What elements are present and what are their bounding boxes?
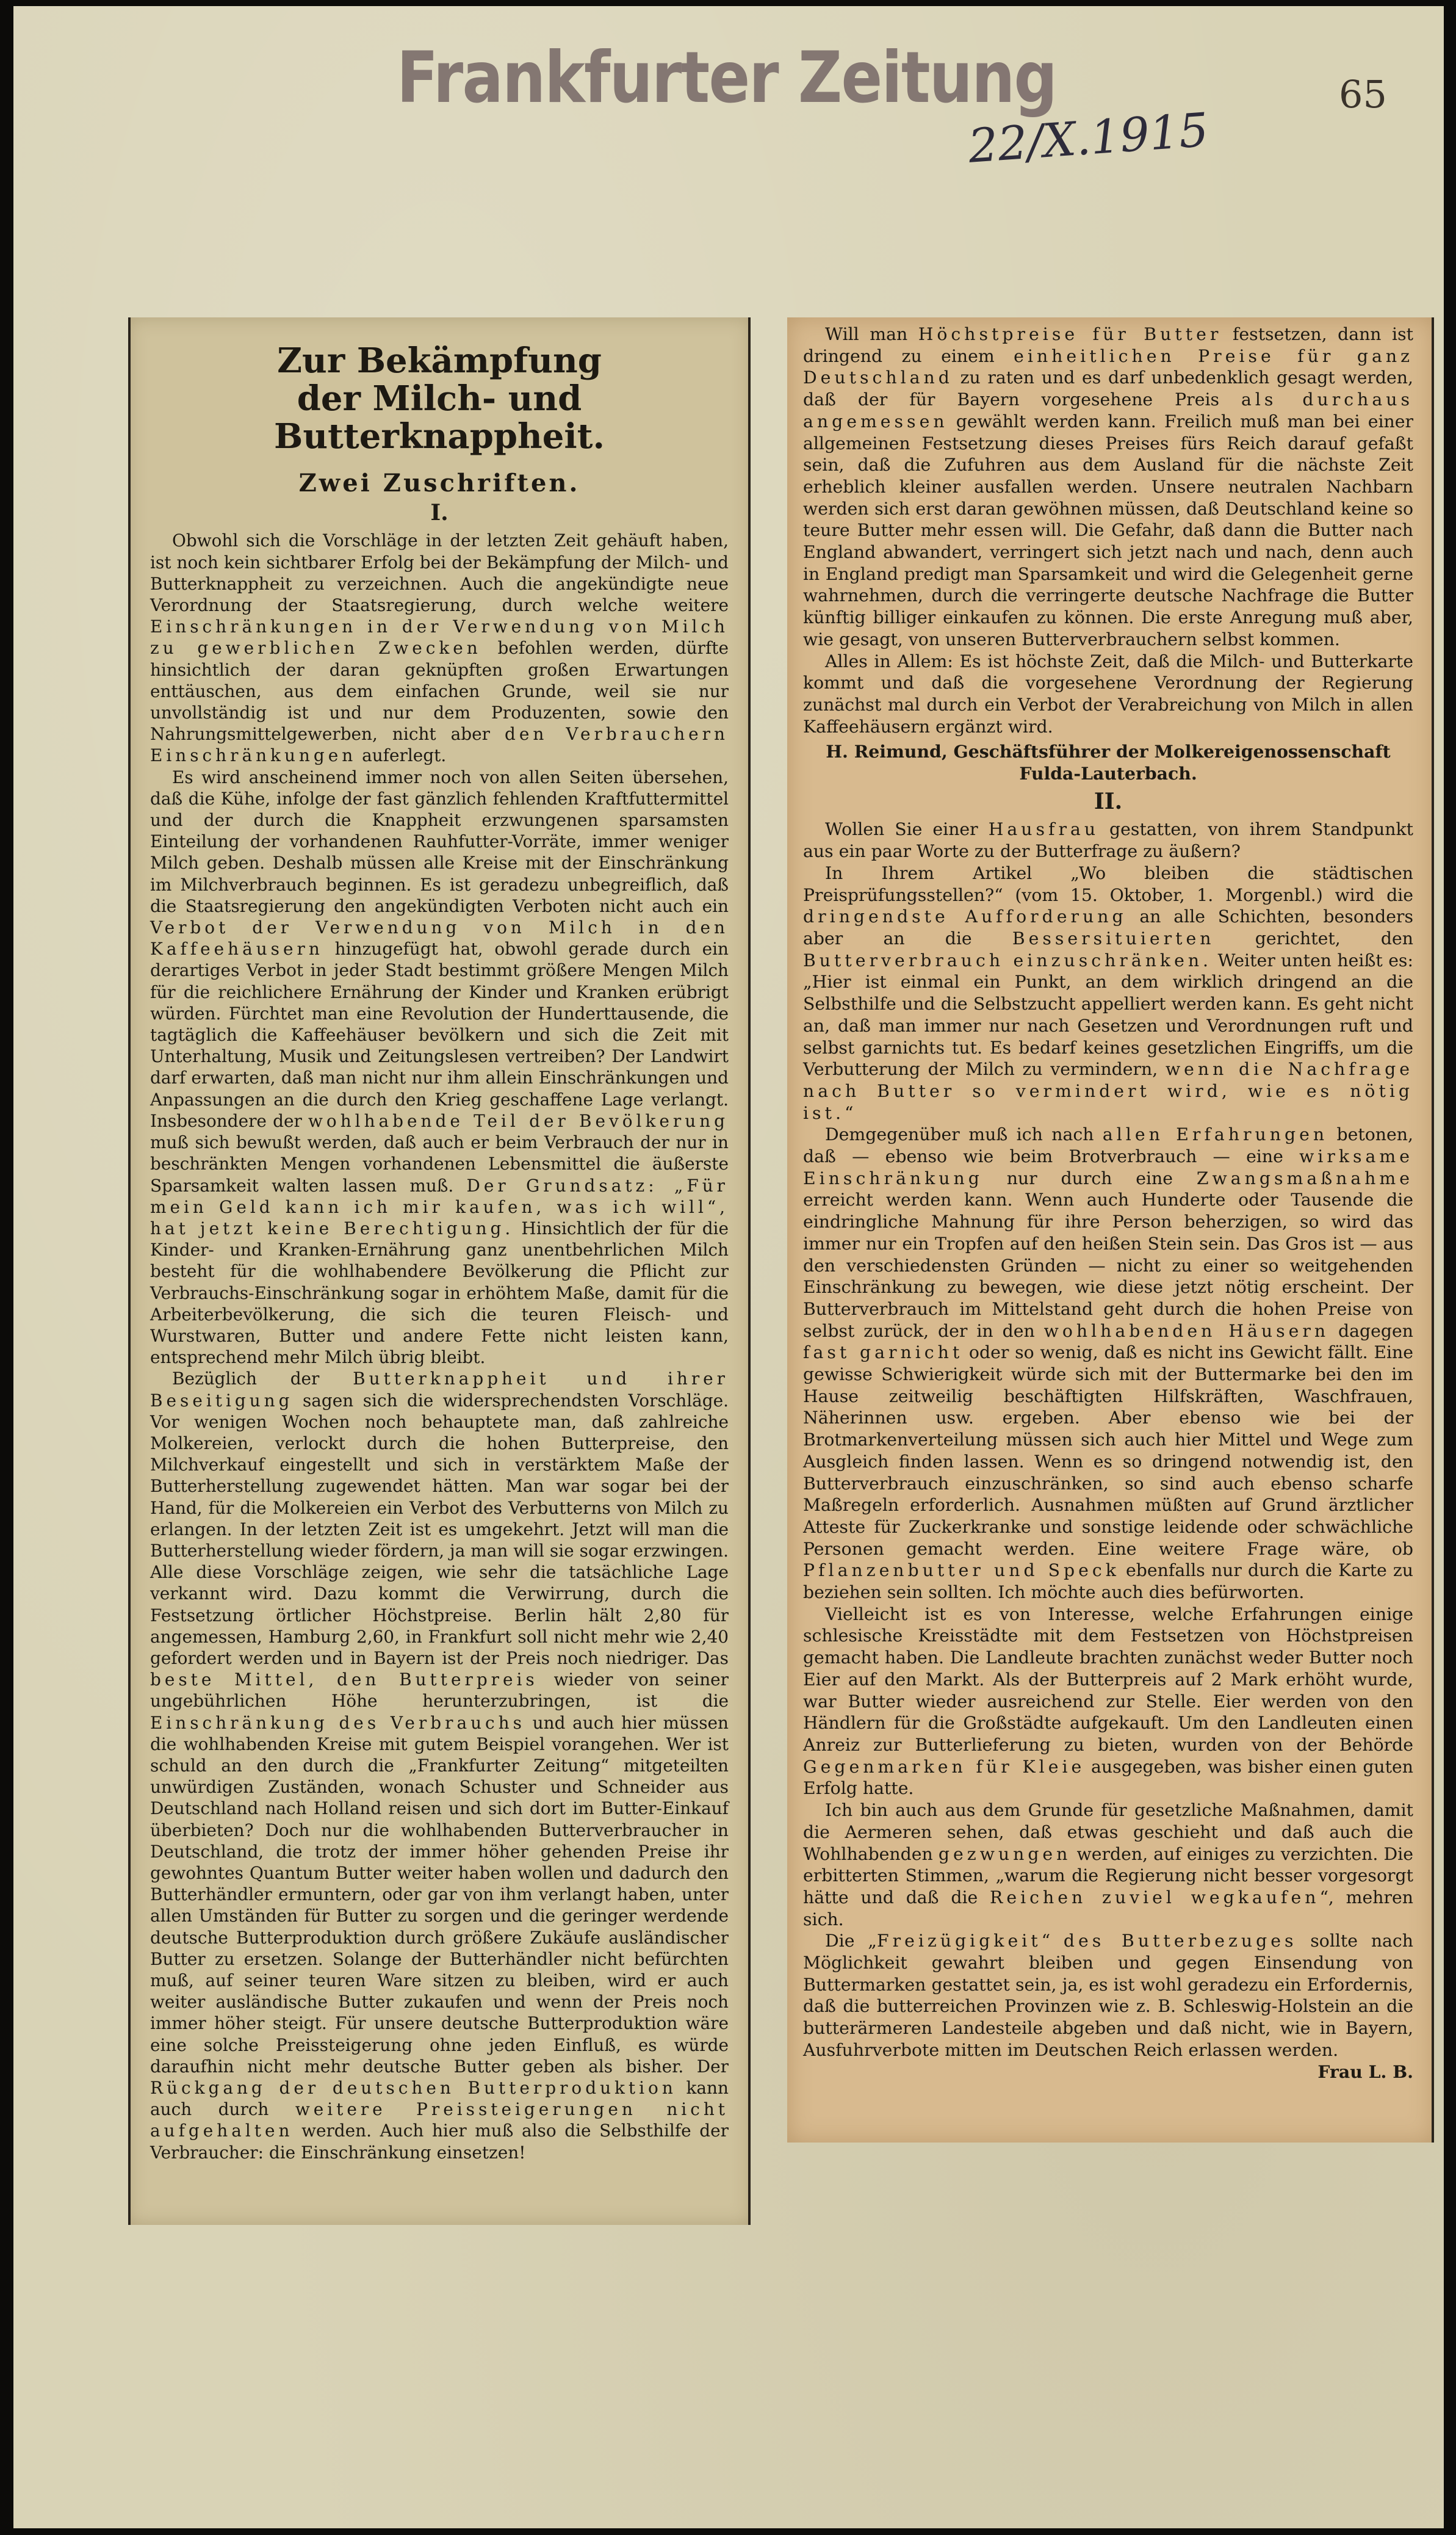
text-run: “, mehren sich. [803, 1887, 1413, 1929]
emphasis-run: den Verbrauchern Einschränkungen [150, 724, 729, 766]
text-run: ausgegeben, was bisher einen guten Erfolg hatte. [803, 1756, 1413, 1799]
text-run: nur durch eine [982, 1168, 1197, 1188]
text-run: Die „ [825, 1931, 877, 1951]
signature-frau-lb: Frau L. B. [1317, 2061, 1413, 2082]
section-heading-two: II. [1094, 788, 1123, 814]
paragraph [803, 1124, 1413, 1603]
text-run: auferlegt. [356, 745, 447, 766]
text-run: wieder von seiner ungebührlichen Höhe herunterzubringen, ist die [150, 1669, 729, 1712]
text-run: erreicht werden kann. Wenn auch Hunderte oder Tausende die eindringliche Mahnung für ihre Person beherzigen, so wird das immer nur ein Tropfen auf den heißen Stein sein. Das Gros ist — aus den verschiedensten Gründen — nicht zu einer so weitgehenden Einschränkung zu bewegen, wie diese jetzt nötig erscheint. Der Butterverbrauch im Mittelstand geht durch die hohen Preise von selbst zurück, der in den [803, 1190, 1413, 1341]
article-subtitle: Zwei Zuschriften. [298, 469, 580, 497]
text-run: sollte nach Möglichkeit gewahrt bleiben und gegen Einsendung von Buttermarken gestattet sein, ja, es ist wohl geradezu ein Erfordernis, daß die butterreichen Provinzen wie z. B. Schleswig-Holstein an die butterärmeren Landesteile abgeben und daß nicht, wie in Bayern, Ausfuhrverbote mitten im Deutschen Reich erlassen werden. [803, 1931, 1413, 2060]
page-number: 65 [1339, 72, 1387, 117]
text-run: dagegen [1329, 1320, 1413, 1341]
paragraph [150, 767, 729, 1369]
text-run: Es wird anscheinend immer noch von allen Seiten übersehen, daß die Kühe, infolge der fast gänzlich fehlenden Kraftfuttermittel und der durch die Knappheit erzwungenen sparsamsten Einteilung der vorhandenen Rauhfutter-Vorräte, immer weniger Milch geben. Deshalb müssen alle Kreise mit der Einschränkung im Milchverbrauch beginnen. Es ist geradezu unbegreiflich, daß die Staatsregierung den angekündigten Verboten nicht auch ein [150, 767, 729, 916]
emphasis-run: Freizügigkeit [876, 1931, 1042, 1951]
emphasis-run: Reichen zuviel wegkaufen [990, 1887, 1320, 1908]
text-run: Hinsichtlich der für die Kinder- und Kranken-Ernährung ganz unentbehrlichen Milch besteht für die wohlhabendere Bevölkerung die Pflicht zur Verbrauchs-Einschränkung sogar in erhöhtem Maße, damit für die Arbeiterbevölkerung, die sich die teuren Fleisch- und Wurstwaren, Butter und andere Fette nicht leisten kann, entsprechend mehr Milch übrig bleibt. [150, 1218, 729, 1368]
text-run: Wollen Sie einer [825, 819, 989, 840]
text-run: Vielleicht ist es von Interesse, welche Erfahrungen einige schlesische Kreisstädte mit dem Festsetzen von Höchstpreisen gemacht haben. Die Landleute brachten zunächst weder Butter noch Eier auf den Markt. Als der Butterpreis auf 2 Mark erhöht wurde, war Butter wieder ausreichend zur Stelle. Eier werden von den Händlern für die Großstädte aufgekauft. Um den Landleuten einen Anreiz zur Butterlieferung zu bieten, wurden von der Behörde [803, 1604, 1413, 1755]
text-run: “ [1041, 1931, 1064, 1951]
emphasis-run: Butterverbrauch einzuschränken. [803, 950, 1213, 971]
emphasis-run: dringendste Aufforderung [803, 906, 1127, 927]
text-run: oder so wenig, daß es nicht ins Gewicht fällt. Eine gewisse Schwierigkeit würde sich mit der Buttermarke bei den im Hause zeitweilig beschäftigten Hilfskräften, Waschfrauen, Näherinnen usw. ergeben. Aber ebenso wie bei der Brotmarkenverteilung müssen sich auch hier Mittel und Wege zum Ausgleich finden lassen. Wenn es so dringend notwendig ist, den Butterverbrauch einzuschränken, so sind auch ebenso scharfe Maßregeln erforderlich. Ausnahmen müßten auf Grund ärztlicher Atteste für Zuckerkranke und sonstige leidende oder schwächliche Personen gemacht werden. Eine weitere Frage wäre, ob [803, 1342, 1414, 1559]
title-line-2: der Milch- und Butterknappheit. [273, 378, 605, 457]
handwritten-date: 22/X.1915 [966, 102, 1211, 173]
paragraph [803, 324, 1413, 651]
text-run: und auch hier müssen die wohlhabenden Kreise mit gutem Beispiel vorangehen. Wer ist schuld an den durch die „Frankfurter Zeitung“ mitgeteilten unwürdigen Zuständen, wonach Schuster und Schneider aus Deutschland nach Holland reisen und sich dort im Butter-Einkauf überbieten? Doch nur die wohlhabenden Butterverbraucher in Deutschland, die trotz der immer höher gehenden Preise ihr gewohntes Quantum Butter weiter haben wollen und dadurch den Butterhändler ermuntern, oder gar von ihm verlangt haben, unter allen Umständen für Butter zu sorgen und die geringer werdende deutsche Butterproduktion durch größere Zukäufe ausländischer Butter zu ersetzen. Solange der Butterhändler nicht befürchten muß, auf seiner teuren Ware sitzen zu bleiben, wird er auch weiter ausländische Butter zukaufen und wenn der Preis noch immer höher steigt. Für unsere deutsche Butterproduktion wäre eine solche Preissteigerung ohne jeden Einfluß, es würde daraufhin nicht mehr deutsche Butter geben als bisher. Der [150, 1712, 729, 2077]
column-rule [128, 317, 131, 2225]
paragraph [803, 819, 1413, 862]
emphasis-run: Einschränkungen in der Verwendung von Milch zu gewerblichen Zwecken [150, 617, 729, 659]
paragraph [803, 1930, 1413, 2061]
emphasis-run: wirksame Einschränkung [803, 1146, 1413, 1188]
text-run: festsetzen, dann ist dringend zu einem [803, 324, 1413, 366]
text-run: werden. Auch hier muß also die Selbsthilfe der Verbraucher: die Einschränkung einsetzen! [150, 2121, 729, 2163]
text-run: Demgegenüber muß ich nach [825, 1124, 1103, 1145]
clipping-right-column [787, 317, 1434, 2143]
emphasis-run: Butterknappheit und ihrer Beseitigung [150, 1369, 729, 1411]
emphasis-run: Zwangsmaßnahme [1196, 1168, 1413, 1188]
emphasis-run: Pflanzenbutter und Speck [803, 1560, 1120, 1581]
text-run: muß sich bewußt werden, daß auch er beim Verbrauch der nur in beschränkten Mengen vorhandenen Lebensmittel die äußerste Sparsamkeit walten lassen muß. [150, 1132, 729, 1196]
column-rule [748, 317, 751, 2225]
paragraph [150, 1368, 729, 2163]
clipping-left-column [128, 317, 751, 2225]
emphasis-run: Höchstpreise für Butter [918, 324, 1222, 344]
text-run: In Ihrem Artikel „Wo bleiben die städtischen Preisprüfungsstellen?“ (vom 15. Oktober, 1. Morgenbl.) wird die [803, 862, 1413, 905]
text-run: zu raten und es darf unbedenklich gesagt werden, daß der für Bayern vorgesehene Preis [803, 367, 1413, 410]
paragraph: Alles in Allem: Es ist höchste Zeit, daß die Milch- und Butterkarte kommt und daß die vorgesehene Verordnung der Regierung zunächst mal durch ein Verbot der Verabreichung von Milch in allen Kaffeehäusern ergänzt wird. [803, 651, 1413, 737]
text-run: Weiter unten heißt es: „Hier ist einmal ein Punkt, an dem wirklich dringend an die Selbsthilfe und die Selbstzucht appelliert werden kann. Es geht nicht an, daß man immer nur nach Gesetzen und Verordnungen ruft und selbst garnichts tut. Es bedarf keines gesetzlichen Eingriffs, um die Verbutterung der Milch zu vermindern, [803, 950, 1413, 1080]
signature-reimund: H. Reimund, Geschäftsführer der Molkereigenossenschaft Fulda-Lauterbach. [826, 741, 1391, 784]
text-run: an alle Schichten, besonders aber an die [803, 906, 1413, 949]
emphasis-run: wohlhabenden Häusern [1043, 1320, 1330, 1341]
paragraph [803, 1604, 1413, 1799]
text-run: betonen, daß — ebenso wie beim Brotverbrauch — eine [803, 1124, 1413, 1167]
emphasis-run: gezwungen [938, 1843, 1072, 1864]
column-rule [1432, 317, 1434, 2143]
emphasis-run: beste Mittel, den Butterpreis [150, 1669, 538, 1690]
emphasis-run: des Butterbezuges [1063, 1931, 1297, 1951]
text-run: ebenfalls nur durch die Karte zu beziehen sein sollten. Ich möchte auch dies befürworten. [803, 1560, 1413, 1603]
section-heading-one: I. [430, 500, 449, 526]
text-run: gestatten, von ihrem Standpunkt aus ein paar Worte zu der Butterfrage zu äußern? [803, 819, 1413, 862]
text-run: werden, auf einiges zu verzichten. Die erbitterten Stimmen, „warum die Regierung nicht besser vorgesorgt hätte und daß die [803, 1843, 1413, 1908]
paragraph [803, 1799, 1413, 1930]
text-run: hinzugefügt hat, obwohl gerade durch ein derartiges Verbot in jeder Stadt bestimmt größere Mengen Milch für die reichlichere Ernährung der Kinder und Kranken erübrigt würden. Fürchtet man eine Revolution der Hunderttausende, die tagtäglich die Kaffeehäuser bevölkern und sich die Zeit mit Unterhaltung, Musik und Zeitungslesen vertreiben? Der Landwirt darf erwarten, daß man nicht nur ihm allein Einschränkungen und Anpassungen an die durch den Krieg geschaffene Lage verlangt. Insbesondere der [150, 939, 729, 1131]
text-run: Ich bin auch aus dem Grunde für gesetzliche Maßnahmen, damit die Aermeren sehen, daß etwas geschieht und daß auch die Wohlhabenden [803, 1800, 1413, 1864]
emphasis-run: einheitlichen Preise für ganz Deutschland [803, 345, 1413, 388]
paragraph [803, 862, 1413, 1124]
emphasis-run: weitere Preissteigerungen nicht aufgehalten [150, 2099, 729, 2141]
text-run: Bezüglich der [172, 1369, 353, 1389]
emphasis-run: Hausfrau [988, 819, 1100, 840]
paragraph [150, 530, 729, 766]
emphasis-run: Verbot der Verwendung von Milch in den Kaffeehäusern [150, 917, 729, 960]
text-run: Will man [825, 324, 918, 344]
emphasis-run: Gegenmarken für Kleie [803, 1756, 1086, 1777]
emphasis-run: als durchaus angemessen [803, 389, 1413, 432]
emphasis-run: Der Grundsatz: „Für mein Geld kann ich mir kaufen, was ich will“, hat jetzt keine Berechtigung. [150, 1175, 729, 1239]
emphasis-run: allen Erfahrungen [1102, 1124, 1328, 1145]
text-run: gerichtet, den [1214, 928, 1413, 949]
text-run: Obwohl sich die Vorschläge in der letzten Zeit gehäuft haben, ist noch kein sichtbarer Erfolg bei der Bekämpfung der Milch- und Butterknappheit zu verzeichnen. Auch die angekündigte neue Verordnung der Staatsregierung, durch welche weitere [150, 530, 729, 616]
text-run: sagen sich die widersprechendsten Vorschläge. Vor wenigen Wochen noch behauptete man, daß zahlreiche Molkereien, verlockt durch die hohen Butterpreise, den Milchverkauf eingestellt und sich in verstärktem Maße der Butterherstellung zugewendet hätten. Man war sogar bei der Hand, für die Molkereien ein Verbot des Verbutterns von Milch zu erlangen. In der letzten Zeit ist es umgekehrt. Jetzt will man die Butterherstellung wieder fördern, ja man will sie sogar erzwingen. Alle diese Vorschläge zeigen, wie sehr die tatsächliche Lage verkannt wird. Dazu kommt die Verwirrung, durch die Festsetzung örtlicher Höchstpreise. Berlin hält 2,80 für angemessen, Hamburg 2,60, in Frankfurt soll nicht mehr wie 2,40 gefordert werden und in Bayern ist der Preis noch niedriger. Das [150, 1390, 729, 1668]
emphasis-run: Einschränkung des Verbrauchs [150, 1712, 525, 1733]
newspaper-name-stamp: Frankfurter Zeitung [397, 37, 1057, 119]
left-column-text [150, 342, 729, 2163]
right-column-text [803, 324, 1413, 2083]
text-run: “ [844, 1102, 854, 1123]
article-title [150, 342, 729, 455]
text-run: gewählt werden kann. Freilich muß man bei einer allgemeinen Festsetzung dieses Preises fürs Reich darauf gefaßt sein, daß die Zufuhren aus dem Ausland für die nächste Zeit erheblich kleiner ausfallen werden. Unsere neutralen Nachbarn werden sich erst daran gewöhnen müssen, daß Deutschland keine so teure Butter mehr essen will. Die Gefahr, daß dann die Butter nach England abwandert, verringert sich jetzt nach und nach, denn auch in England predigt man Sparsamkeit und wird die Gelegenheit gerne wahrnehmen, durch die verringerte deutsche Nachfrage die Butter künftig billiger einkaufen zu können. Die erste Anregung muß aber, wie gesagt, von unseren Butterverbrauchern selbst kommen. [803, 411, 1413, 649]
emphasis-run: fast garnicht [803, 1342, 964, 1363]
emphasis-run: Bessersituierten [1012, 928, 1215, 949]
emphasis-run: wohlhabende Teil der Bevölkerung [308, 1110, 729, 1131]
emphasis-run: Rückgang der deutschen Butterproduktion [150, 2078, 677, 2099]
text-run: befohlen werden, dürfte hinsichtlich der daran geknüpften großen Erwartungen enttäuschen, aus dem einfachen Grunde, weil sie nur unvollständig ist und nur dem Produzenten, sowie den Nahrungsmittelgewerben, nicht aber [150, 638, 729, 745]
text-run: kann auch durch [150, 2078, 729, 2120]
emphasis-run: wenn die Nachfrage nach Butter so vermindert wird, wie es nötig ist. [803, 1059, 1414, 1123]
title-line-1: Zur Bekämpfung [277, 341, 602, 381]
